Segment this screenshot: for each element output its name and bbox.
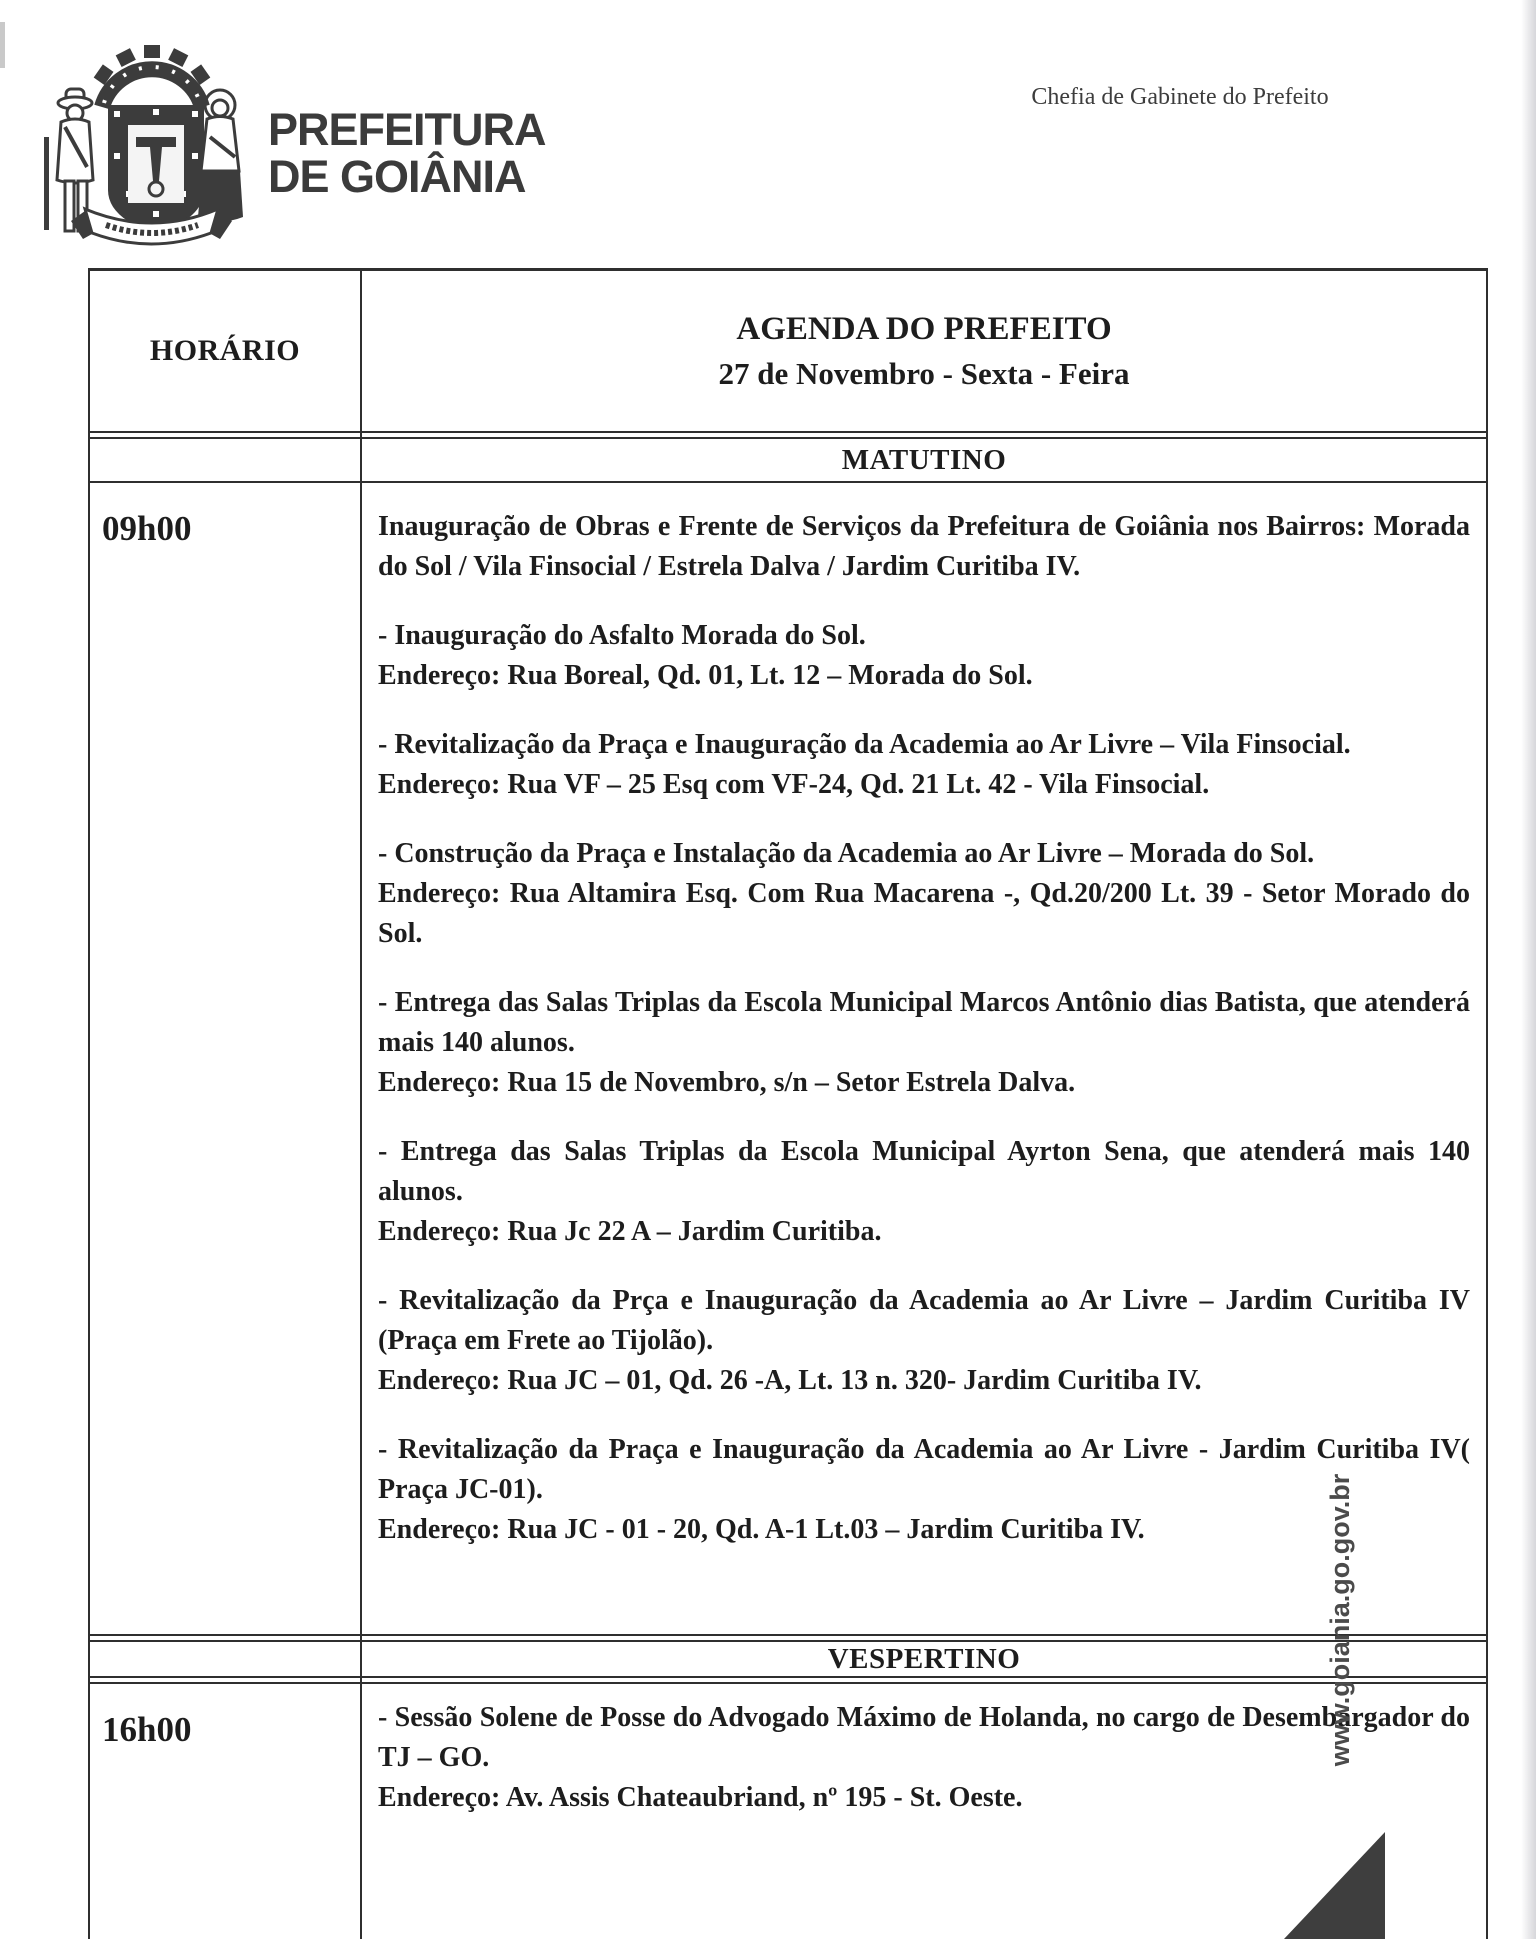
page-edge-shadow <box>1521 0 1536 1939</box>
agenda-item <box>378 507 1470 587</box>
event-text: - Sessão Solene de Posse do Advogado Máximo de Holanda, no cargo de Desembargador do TJ – GO. <box>378 1702 1470 1773</box>
watermark-url: www.goiania.go.gov.br <box>1325 1473 1355 1767</box>
event-text: - Entrega das Salas Triplas da Escola Municipal Ayrton Sena, que atenderá mais 140 alunos. <box>378 1136 1470 1207</box>
section-label-afternoon: VESPERTINO <box>827 1642 1021 1675</box>
corner-triangle-decoration <box>1284 1832 1386 1939</box>
time-column-header-cell <box>90 271 362 431</box>
address-text: Endereço: Rua Boreal, Qd. 01, Lt. 12 – Morada do Sol. <box>378 660 1033 691</box>
afternoon-section-row <box>90 1642 1486 1676</box>
agenda-title: AGENDA DO PREFEITO <box>736 310 1112 347</box>
morning-items <box>362 483 1486 1634</box>
address-text: Endereço: Rua Altamira Esq. Com Rua Macarena -, Qd.20/200 Lt. 39 - Setor Morado do Sol. <box>378 878 1470 949</box>
right-supporter-figure <box>198 90 243 222</box>
double-rule-separator <box>90 1676 1486 1684</box>
agenda-item <box>378 725 1470 805</box>
morning-section-row <box>90 439 1486 483</box>
department-title: Chefia de Gabinete do Prefeito <box>1031 84 1329 110</box>
agenda-table <box>88 268 1488 1939</box>
event-text: - Revitalização da Prça e Inauguração da Academia ao Ar Livre – Jardim Curitiba IV (Praça em Frete ao Tijolão). <box>378 1285 1470 1356</box>
address-text: Endereço: Rua 15 de Novembro, s/n – Setor Estrela Dalva. <box>378 1067 1076 1098</box>
agenda-item <box>378 983 1470 1103</box>
agenda-item <box>378 1281 1470 1401</box>
brand-line1: PREFEITURA <box>268 104 546 155</box>
address-text: Endereço: Rua JC - 01 - 20, Qd. A-1 Lt.03 – Jardim Curitiba IV. <box>378 1514 1145 1545</box>
event-text: - Construção da Praça e Instalação da Academia ao Ar Livre – Morada do Sol. <box>378 838 1315 869</box>
afternoon-schedule-row <box>90 1684 1486 1939</box>
address-text: Endereço: Av. Assis Chateaubriand, nº 195 - St. Oeste. <box>378 1782 1023 1813</box>
agenda-date: 27 de Novembro - Sexta - Feira <box>718 355 1130 391</box>
event-text: - Revitalização da Praça e Inauguração da Academia ao Ar Livre – Vila Finsocial. <box>378 729 1351 760</box>
event-text: - Revitalização da Praça e Inauguração da Academia ao Ar Livre - Jardim Curitiba IV( Praça JC-01). <box>378 1434 1470 1505</box>
shield <box>108 105 204 234</box>
table-header-row <box>90 271 1486 431</box>
agenda-title-cell <box>362 271 1486 431</box>
address-text: Endereço: Rua VF – 25 Esq com VF-24, Qd. 21 Lt. 42 - Vila Finsocial. <box>378 769 1210 800</box>
time-09h00: 09h00 <box>102 509 192 548</box>
morning-schedule-row <box>90 483 1486 1634</box>
time-column-header: HORÁRIO <box>149 334 301 367</box>
brand-line2: DE GOIÂNIA <box>268 151 526 202</box>
brand-wordmark <box>268 106 546 200</box>
address-text: Endereço: Rua Jc 22 A – Jardim Curitiba. <box>378 1216 882 1247</box>
agenda-item <box>378 1698 1470 1818</box>
event-text: - Inauguração do Asfalto Morada do Sol. <box>378 620 866 651</box>
section-label-morning: MATUTINO <box>841 443 1007 476</box>
agenda-item <box>378 1132 1470 1252</box>
agenda-item <box>378 1430 1470 1550</box>
city-crest-logo <box>40 45 255 250</box>
scan-edge-artifact <box>0 22 5 68</box>
agenda-item <box>378 616 1470 696</box>
double-rule-separator <box>90 1634 1486 1642</box>
mural-crown-icon <box>94 45 211 107</box>
event-text: - Entrega das Salas Triplas da Escola Municipal Marcos Antônio dias Batista, que atenderá mais 140 alunos. <box>378 987 1470 1058</box>
agenda-item <box>378 834 1470 954</box>
event-text: Inauguração de Obras e Frente de Serviços da Prefeitura de Goiânia nos Bairros: Morada do Sol / Vila Finsocial / Estrela Dalva / Jardim Curitiba IV. <box>378 511 1470 582</box>
time-16h00: 16h00 <box>102 1710 192 1749</box>
double-rule-separator <box>90 431 1486 439</box>
address-text: Endereço: Rua JC – 01, Qd. 26 -A, Lt. 13 n. 320- Jardim Curitiba IV. <box>378 1365 1202 1396</box>
